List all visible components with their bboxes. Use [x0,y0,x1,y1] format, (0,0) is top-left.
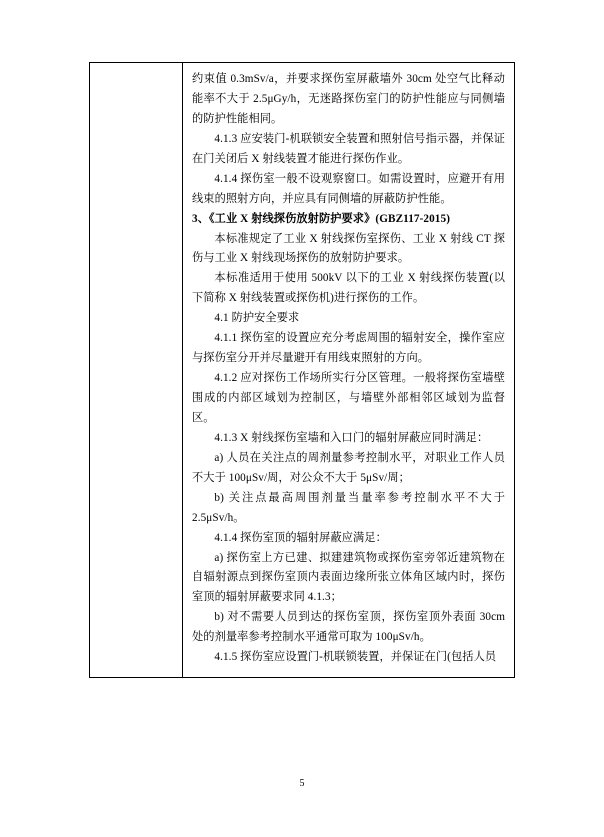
content-table [89,62,515,678]
paragraph: b) 对不需要人员到达的探伤室顶，探伤室顶外表面 30cm 处的剂量率参考控制水平通常可取为 100μSv/h。 [192,611,505,644]
paragraph: 4.1 防护安全要求 [214,312,300,325]
paragraph: 4.1.2 应对探伤工作场所实行分区管理。一般将探伤室墙壁围成的内部区域划为控制区，与墙壁外部相邻区域划为监督区。 [192,372,505,424]
paragraph: 4.1.1 探伤室的设置应充分考虑周围的辐射安全，操作室应与探伤室分开并尽量避开有用线束照射的方向。 [192,332,505,365]
table-left-column [90,63,183,677]
paragraph: b) 关注点最高周围剂量当量率参考控制水平不大于 2.5μSv/h。 [192,491,505,524]
paragraph: 本标准适用于使用 500kV 以下的工业 X 射线探伤装置(以下简称 X 射线装置或探伤机)进行探伤的工作。 [192,272,505,305]
paragraph: 约束值 0.3mSv/a，并要求探伤室屏蔽墙外 30cm 处空气比释动能率不大于 2.5μGy/h，无迷路探伤室门的防护性能应与同侧墙的防护性能相同。 [192,73,505,125]
paragraph: a) 探伤室上方已建、拟建建筑物或探伤室旁邻近建筑物在自辐射源点到探伤室顶内表面边缘所张立体角区域内时，探伤室顶的辐射屏蔽要求同 4.1.3； [192,551,505,604]
paragraph: 4.1.4 探伤室顶的辐射屏蔽应满足： [214,531,387,544]
paragraph: 4.1.3 X 射线探伤室墙和入口门的辐射屏蔽应同时满足： [214,431,489,444]
page-number: 5 [299,778,305,789]
paragraph: 本标准规定了工业 X 射线探伤室探伤、工业 X 射线 CT 探伤与工业 X 射线现场探伤的放射防护要求。 [192,232,505,265]
paragraph: 4.1.3 应安装门-机联锁安全装置和照射信号指示器，并保证在门关闭后 X 射线装置才能进行探伤作业。 [192,132,505,165]
paragraph: 4.1.4 探伤室一般不设观察窗口。如需设置时，应避开有用线束的照射方向，并应具有同侧墙的屏蔽防护性能。 [192,172,505,205]
table-right-column [183,63,514,677]
paragraph: a) 人员在关注点的周剂量参考控制水平，对职业工作人员不大于 100μSv/周，对公众不大于 5μSv/周； [192,451,505,484]
section-heading: 3、《工业 X 射线探伤放射防护要求》(GBZ117-2015) [192,212,451,225]
paragraph: 4.1.5 探伤室应设置门-机联锁装置，并保证在门(包括人员 [214,651,497,664]
